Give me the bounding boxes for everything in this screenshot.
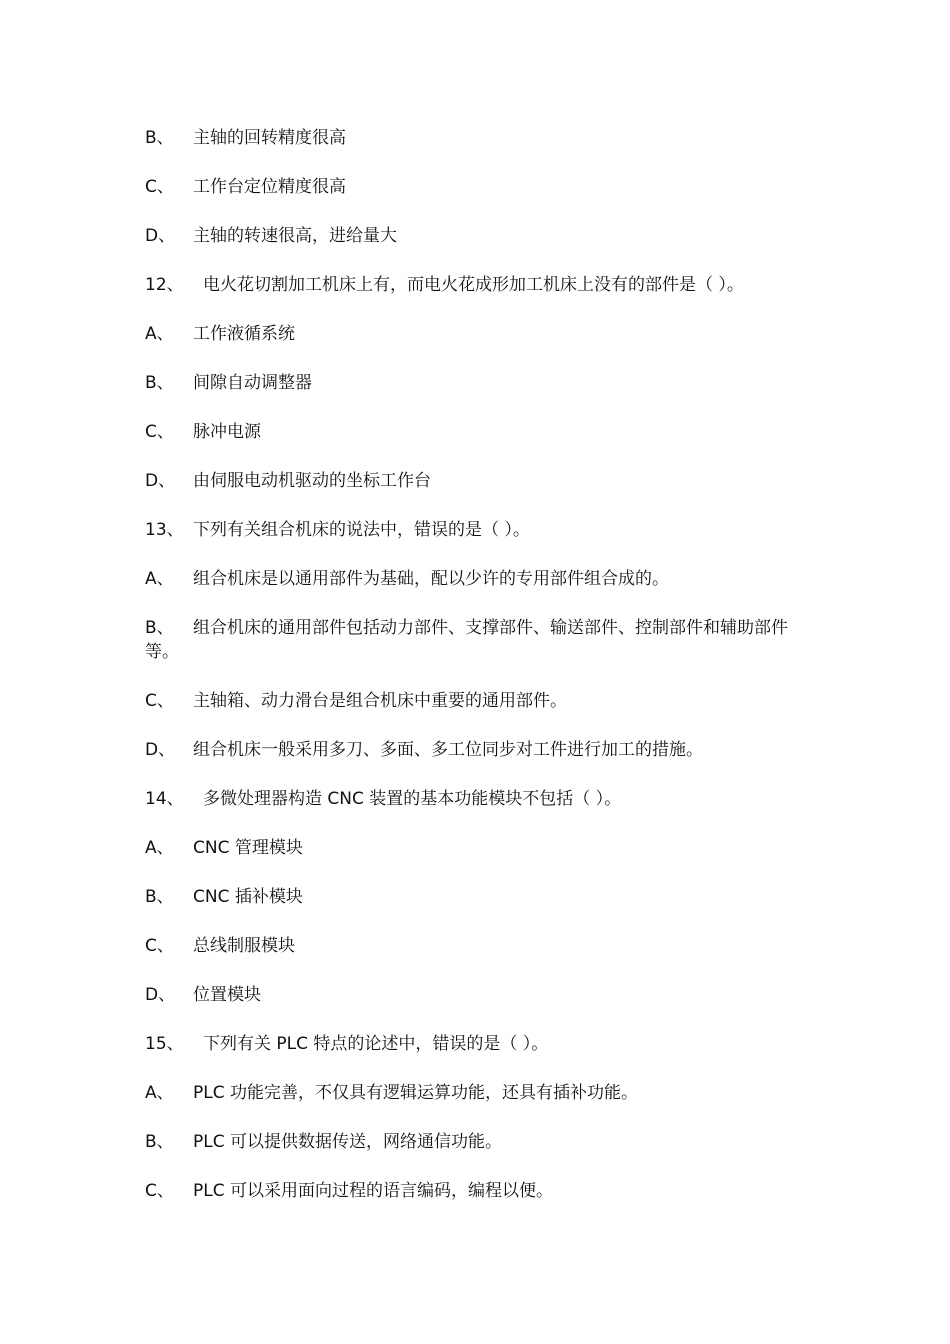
question-text: 电火花切割加工机床上有，而电火花成形加工机床上没有的部件是（ ）。 <box>203 275 744 295</box>
option-label: C、 <box>145 1181 174 1201</box>
option-label: A、 <box>145 838 174 858</box>
option-line <box>145 1130 805 1154</box>
option-text: 位置模块 <box>193 985 261 1005</box>
option-label: D、 <box>145 471 176 491</box>
option-text: 工作液循系统 <box>193 324 295 344</box>
option-text: PLC 功能完善，不仅具有逻辑运算功能，还具有插补功能。 <box>193 1083 638 1103</box>
option-line <box>145 738 805 762</box>
option-text: PLC 可以提供数据传送，网络通信功能。 <box>193 1132 502 1152</box>
question-line <box>145 787 805 811</box>
option-label: A、 <box>145 1083 174 1103</box>
option-label: B、 <box>145 128 174 148</box>
option-label: B、 <box>145 887 174 907</box>
option-label: B、 <box>145 373 174 393</box>
option-line <box>145 126 805 150</box>
question-text: 多微处理器构造 CNC 装置的基本功能模块不包括（ ）。 <box>203 789 622 809</box>
option-label: C、 <box>145 177 174 197</box>
option-label: C、 <box>145 691 174 711</box>
question-line <box>145 518 805 542</box>
option-line <box>145 420 805 444</box>
question-line <box>145 273 805 297</box>
option-text: 主轴箱、动力滑台是组合机床中重要的通用部件。 <box>193 691 567 711</box>
option-label: B、 <box>145 618 174 638</box>
option-line <box>145 1081 805 1105</box>
question-number: 13、 <box>145 520 184 540</box>
question-line <box>145 1032 805 1056</box>
question-text: 下列有关 PLC 特点的论述中，错误的是（ ）。 <box>203 1034 549 1054</box>
option-text: 间隙自动调整器 <box>193 373 312 393</box>
option-text: 主轴的回转精度很高 <box>193 128 346 148</box>
option-text: 组合机床一般采用多刀、多面、多工位同步对工件进行加工的措施。 <box>193 740 703 760</box>
option-text: CNC 管理模块 <box>193 838 303 858</box>
option-text: 组合机床的通用部件包括动力部件、支撑部件、输送部件、控制部件和辅助部件等。 <box>145 618 788 662</box>
option-text: 总线制服模块 <box>193 936 295 956</box>
option-line <box>145 689 805 713</box>
option-line <box>145 836 805 860</box>
option-label: A、 <box>145 324 174 344</box>
option-text: 主轴的转速很高，进给量大 <box>193 226 397 246</box>
option-text: 由伺服电动机驱动的坐标工作台 <box>193 471 431 491</box>
option-line <box>145 1179 805 1203</box>
option-text: 工作台定位精度很高 <box>193 177 346 197</box>
option-line <box>145 885 805 909</box>
option-line <box>145 934 805 958</box>
option-line <box>145 371 805 395</box>
question-text: 下列有关组合机床的说法中，错误的是（ ）。 <box>193 520 530 540</box>
option-label: C、 <box>145 422 174 442</box>
question-number: 12、 <box>145 275 184 295</box>
question-number: 15、 <box>145 1034 184 1054</box>
option-line <box>145 616 805 664</box>
option-line <box>145 983 805 1007</box>
option-text: CNC 插补模块 <box>193 887 303 907</box>
option-line <box>145 567 805 591</box>
option-text: 组合机床是以通用部件为基础，配以少许的专用部件组合成的。 <box>193 569 669 589</box>
option-label: D、 <box>145 985 176 1005</box>
option-label: D、 <box>145 740 176 760</box>
option-line <box>145 469 805 493</box>
option-label: C、 <box>145 936 174 956</box>
option-text: PLC 可以采用面向过程的语言编码，编程以便。 <box>193 1181 553 1201</box>
option-label: D、 <box>145 226 176 246</box>
option-line <box>145 175 805 199</box>
option-label: B、 <box>145 1132 174 1152</box>
option-line <box>145 224 805 248</box>
option-text: 脉冲电源 <box>193 422 261 442</box>
question-number: 14、 <box>145 789 184 809</box>
option-line <box>145 322 805 346</box>
option-label: A、 <box>145 569 174 589</box>
